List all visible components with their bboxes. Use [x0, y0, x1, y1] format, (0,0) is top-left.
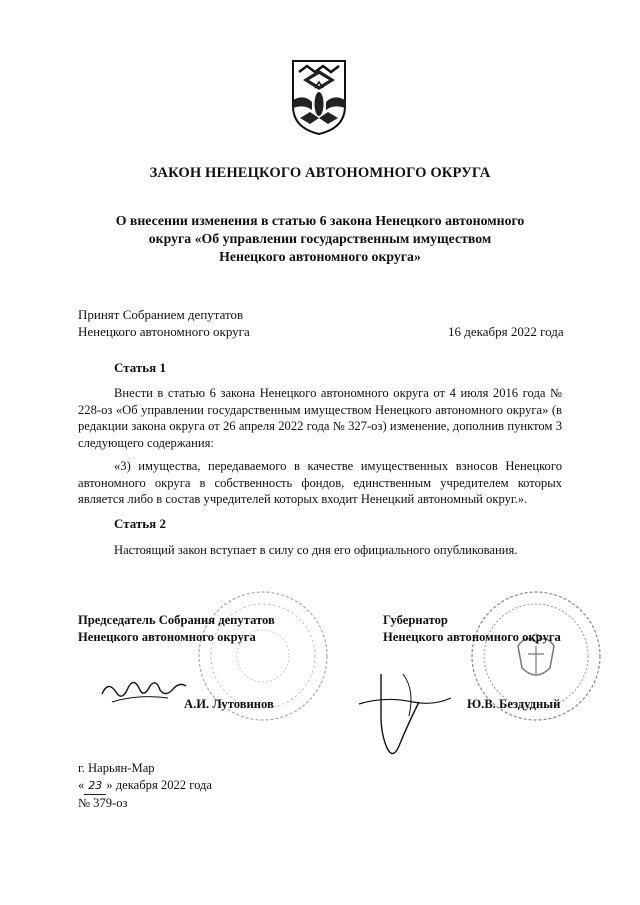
adoption-line: Ненецкого автономного округа — [78, 324, 250, 339]
date-rest: » декабря 2022 года — [106, 777, 213, 792]
article-2-paragraph: Настоящий закон вступает в силу со дня его официального опубликования. — [114, 543, 518, 557]
article-1-heading: Статья 1 — [114, 360, 166, 375]
signatory-title-line: Председатель Собрания депутатов — [78, 613, 275, 627]
adoption-line: Принят Собранием депутатов — [78, 307, 244, 322]
coat-of-arms-emblem — [290, 58, 348, 136]
right-handwritten-signature — [355, 668, 455, 768]
left-handwritten-signature — [98, 664, 188, 714]
handwritten-day: 23 — [84, 778, 106, 796]
article-1-paragraph: Внести в статью 6 закона Ненецкого автономного округа от 4 июля 2016 года № 228-оз «Об управлении государственным имуществом Ненецкого автономного округа» (в редакции закона округа от 26 апреля 2022 года № 327-оз) изменение, дополнив пунктом 3 следующего содержания: — [78, 386, 562, 450]
law-subtitle — [90, 212, 550, 266]
right-signatory-name: Ю.В. Бездудный — [467, 697, 561, 711]
signatory-title-line: Губернатор — [383, 613, 448, 627]
adoption-date: 16 декабря 2022 года — [448, 324, 564, 339]
signatory-title-line: Ненецкого автономного округа — [383, 629, 561, 644]
right-signatory-title — [383, 612, 561, 645]
subtitle-line: округа «Об управлении государственным имуществом — [148, 231, 492, 246]
signing-date-line — [78, 777, 212, 796]
left-signatory-name: А.И. Лутовинов — [184, 697, 274, 711]
law-number: № 379-оз — [78, 796, 128, 810]
left-signatory-title — [78, 612, 275, 645]
date-open-quote: « — [78, 777, 85, 792]
document-footer — [78, 760, 212, 812]
article-2-heading: Статья 2 — [114, 516, 166, 531]
subtitle-line: Ненецкого автономного округа» — [219, 249, 421, 264]
law-title: ЗАКОН НЕНЕЦКОГО АВТОНОМНОГО ОКРУГА — [149, 165, 491, 181]
signatory-title-line: Ненецкого автономного округа — [78, 629, 256, 644]
city-line: г. Нарьян-Мар — [78, 761, 155, 775]
adoption-note — [78, 306, 250, 340]
subtitle-line: О внесении изменения в статью 6 закона Ненецкого автономного — [115, 213, 525, 228]
article-1-amendment-text: «3) имущества, передаваемого в качестве имущественных взносов Ненецкого автономного округа в собственность фондов, единственным учредителем которых является либо в состав учредителей которых входит Ненецкий автономный округ.». — [78, 459, 562, 506]
